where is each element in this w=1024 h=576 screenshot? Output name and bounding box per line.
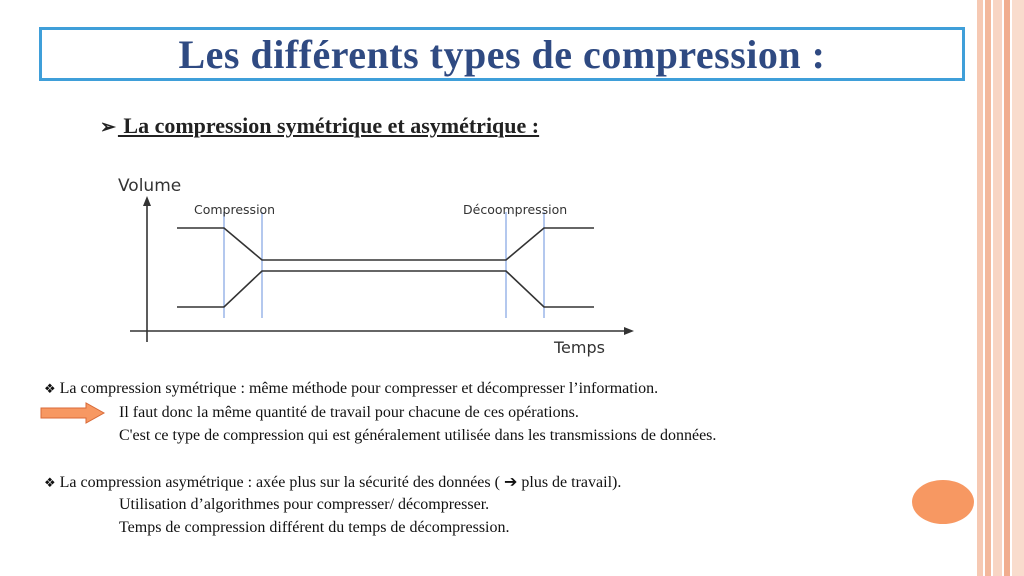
- decor-stripe: [985, 0, 991, 576]
- subtitle-text: La compression symétrique et asymétrique :: [117, 113, 540, 138]
- arrow-bullet-icon: ➢: [100, 117, 116, 138]
- decompression-label: Décoompression: [463, 202, 568, 217]
- asymmetric-text-1: La compression asymétrique : axée plus sur la sécurité des données ( ➔ plus de travail).: [59, 474, 622, 491]
- subtitle: [100, 113, 539, 139]
- temps-label: Temps: [554, 338, 605, 357]
- compression-diagram: [104, 160, 670, 372]
- asymmetric-line-2: Utilisation d’algorithmes pour compresser/ décompresser.: [119, 496, 490, 513]
- decor-stripe: [993, 0, 1002, 576]
- page-title: Les différents types de compression :: [178, 31, 826, 77]
- diamond-bullet-icon: ❖: [44, 381, 56, 396]
- diamond-bullet-icon: ❖: [44, 475, 56, 490]
- asymmetric-line-1: [44, 472, 621, 492]
- title-box: [39, 27, 965, 81]
- decor-circle: [912, 480, 974, 524]
- decor-stripe: [1004, 0, 1010, 576]
- decor-stripe: [1012, 0, 1024, 576]
- volume-label: Volume: [118, 176, 182, 196]
- symmetric-line-1: [44, 380, 658, 398]
- right-arrow-icon: [40, 402, 106, 424]
- symmetric-line-2: Il faut donc la même quantité de travail pour chacune de ces opérations.: [119, 404, 579, 421]
- compression-label: Compression: [194, 202, 276, 217]
- symmetric-text-1: La compression symétrique : même méthode pour compresser et décompresser l’information.: [59, 380, 659, 397]
- symmetric-line-3: C'est ce type de compression qui est généralement utilisée dans les transmissions de données.: [119, 427, 717, 444]
- decor-stripe: [977, 0, 983, 576]
- asymmetric-line-3: Temps de compression différent du temps de décompression.: [119, 519, 510, 536]
